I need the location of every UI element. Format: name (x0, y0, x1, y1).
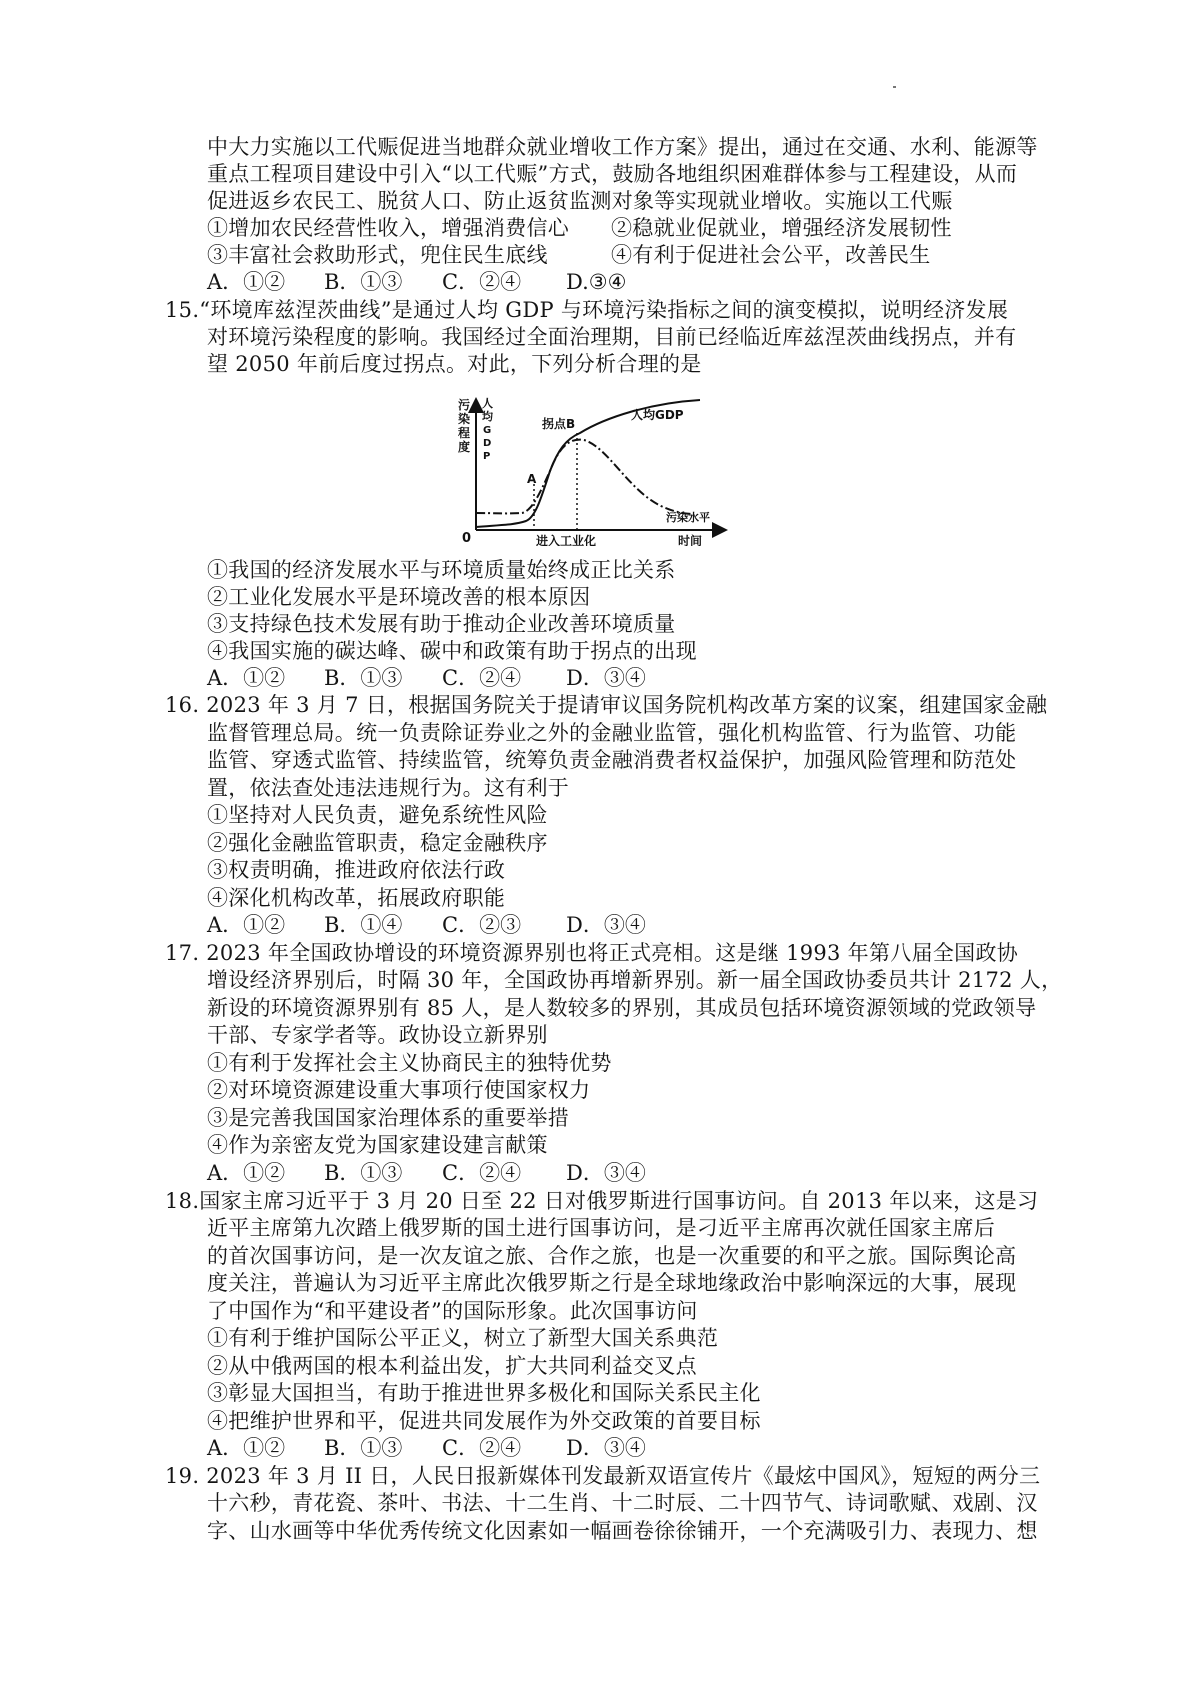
gdp-curve-label: 人均GDP (631, 408, 684, 422)
y-label-gdp-3: G (483, 425, 492, 436)
time-axis-label: 时间 (678, 534, 703, 546)
y-label-pollution-4: 度 (458, 440, 471, 454)
turning-point-label: 拐点B (542, 417, 576, 431)
intro-line: 重点工程项目建设中引入“以工代赈”方式，鼓励各地组织困难群体参与工程建设，从而 (207, 162, 1018, 186)
statement: ③彰显大国担当，有助于推进世界多极化和国际关系民主化 (207, 1381, 761, 1405)
question-15-stem: 对环境污染程度的影响。我国经过全面治理期，目前已经临近库兹涅茨曲线拐点，并有 (207, 325, 1017, 349)
origin-label: 0 (462, 531, 472, 546)
statement: ②对环境资源建设重大事项行使国家权力 (207, 1078, 591, 1102)
intro-line: 促进返乡农民工、脱贫人口、防止返贫监测对象等实现就业增收。实施以工代赈 (207, 189, 953, 213)
statement: ②强化金融监管职责，稳定金融秩序 (207, 831, 548, 855)
statement: ③是完善我国国家治理体系的重要举措 (207, 1106, 570, 1130)
question-17-stem: 17. 2023 年全国政协增设的环境资源界别也将正式亮相。这是继 1993 年第八届全国政协 (165, 941, 1019, 965)
question-19-stem: 字、山水画等中华优秀传统文化因素如一幅画卷徐徐铺开，一个充满吸引力、表现力、想 (207, 1519, 1038, 1543)
kuznets-curve-diagram (456, 395, 730, 546)
statement: ②从中俄两国的根本利益出发，扩大共同利益交叉点 (207, 1354, 697, 1378)
question-16-stem: 16. 2023 年 3 月 7 日，根据国务院关于提请审议国务院机构改革方案的议案，组建国家金融 (165, 693, 1048, 717)
statement: ②工业化发展水平是环境改善的根本原因 (207, 585, 591, 609)
intro-line: 中大力实施以工代赈促进当地群众就业增收工作方案》提出，通过在交通、水利、能源等 (207, 135, 1038, 159)
option-c: C．②④ (442, 1436, 522, 1460)
question-15-stem: 望 2050 年前后度过拐点。对此，下列分析合理的是 (207, 352, 702, 376)
option-d: D．③④ (566, 1436, 646, 1460)
y-label-gdp-5: P (483, 451, 491, 462)
pollution-curve-line (476, 440, 694, 514)
option-d: D．③④ (566, 666, 646, 690)
option-c: C．②④ (442, 666, 522, 690)
option-c: C．②④ (442, 270, 522, 294)
question-18-stem: 的首次国事访问，是一次友谊之旅、合作之旅，也是一次重要的和平之旅。国际舆论高 (207, 1244, 1017, 1268)
option-b: B．①③ (324, 666, 403, 690)
question-16-stem: 置，依法查处违法违规行为。这有利于 (207, 776, 570, 800)
option-a: A．①② (207, 270, 286, 294)
question-16-stem: 监督管理总局。统一负责除证券业之外的金融业监管，强化机构监管、行为监管、功能 (207, 721, 1017, 745)
statement: ③权责明确，推进政府依法行政 (207, 858, 506, 882)
y-label-pollution-2: 染 (458, 412, 471, 426)
statement: ③丰富社会救助形式，兜住民生底线 (207, 243, 548, 267)
question-19-stem: 19. 2023 年 3 月 II 日，人民日报新媒体刊发最新双语宣传片《最炫中国风》，短短的两分三 (165, 1464, 1041, 1488)
option-b: B．①③ (324, 1436, 403, 1460)
question-17-stem: 干部、专家学者等。政协设立新界别 (207, 1023, 548, 1047)
point-a-label: A (527, 472, 537, 486)
option-a: A．①② (207, 1436, 286, 1460)
question-17-stem: 新设的环境资源界别有 85 人，是人数较多的界别，其成员包括环境资源领域的党政领导 (207, 996, 1037, 1020)
y-label-gdp-4: D (483, 438, 492, 449)
question-18-stem: 18.国家主席习近平于 3 月 20 日至 22 日对俄罗斯进行国事访问。自 2013 年以来，这是习 (165, 1189, 1039, 1213)
option-d: D.③④ (566, 270, 627, 294)
option-a: A．①② (207, 913, 286, 937)
option-b: B．①③ (324, 270, 403, 294)
question-19-stem: 十六秒，青花瓷、茶叶、书法、十二生肖、十二时辰、二十四节气、诗词歌赋、戏剧、汉 (207, 1491, 1038, 1515)
statement: ④我国实施的碳达峰、碳中和政策有助于拐点的出现 (207, 639, 697, 663)
y-label-pollution-1: 污 (458, 398, 471, 412)
option-a: A．①② (207, 1161, 286, 1185)
statement: ②稳就业促就业，增强经济发展韧性 (611, 216, 952, 240)
scan-mark (893, 86, 896, 88)
statement: ①增加农民经营性收入，增强消费信心 (207, 216, 570, 240)
statement: ③支持绿色技术发展有助于推动企业改善环境质量 (207, 612, 676, 636)
option-b: B．①③ (324, 1161, 403, 1185)
question-18-stem: 近平主席第九次踏上俄罗斯的国土进行国事访问，是刁近平主席再次就任国家主席后 (207, 1216, 996, 1240)
y-label-gdp-1: 人 (482, 397, 493, 410)
statement: ④作为亲密友党为国家建设建言献策 (207, 1133, 548, 1157)
question-17-stem: 增设经济界别后，时隔 30 年，全国政协再增新界别。新一届全国政协委员共计 2172 人， (207, 968, 1063, 992)
statement: ④把维护世界和平，促进共同发展作为外交政策的首要目标 (207, 1409, 761, 1433)
option-b: B．①④ (324, 913, 403, 937)
pollution-curve-label: 污染水平 (666, 511, 710, 524)
option-c: C．②③ (442, 913, 522, 937)
statement: ①有利于维护国际公平正义，树立了新型大国关系典范 (207, 1326, 719, 1350)
option-d: D．③④ (566, 1161, 646, 1185)
industrialization-label: 进入工业化 (536, 534, 597, 546)
statement: ①我国的经济发展水平与环境质量始终成正比关系 (207, 558, 676, 582)
y-label-pollution-3: 程 (458, 426, 471, 440)
question-18-stem: 度关注，普遍认为习近平主席此次俄罗斯之行是全球地缘政治中影响深远的大事，展现 (207, 1271, 1017, 1295)
statement: ④深化机构改革，拓展政府职能 (207, 886, 506, 910)
statement: ①坚持对人民负责，避免系统性风险 (207, 803, 548, 827)
statement: ①有利于发挥社会主义协商民主的独特优势 (207, 1051, 612, 1075)
option-d: D．③④ (566, 913, 646, 937)
statement: ④有利于促进社会公平，改善民生 (611, 243, 931, 267)
question-16-stem: 监管、穿透式监管、持续监管，统筹负责金融消费者权益保护，加强风险管理和防范处 (207, 748, 1017, 772)
option-c: C．②④ (442, 1161, 522, 1185)
y-label-gdp-2: 均 (482, 410, 493, 423)
question-18-stem: 了中国作为“和平建设者”的国际形象。此次国事访问 (207, 1299, 698, 1323)
option-a: A．①② (207, 666, 286, 690)
question-15-stem: 15.“环境库兹涅茨曲线”是通过人均 GDP 与环境污染指标之间的演变模拟，说明经济发展 (165, 298, 1009, 322)
